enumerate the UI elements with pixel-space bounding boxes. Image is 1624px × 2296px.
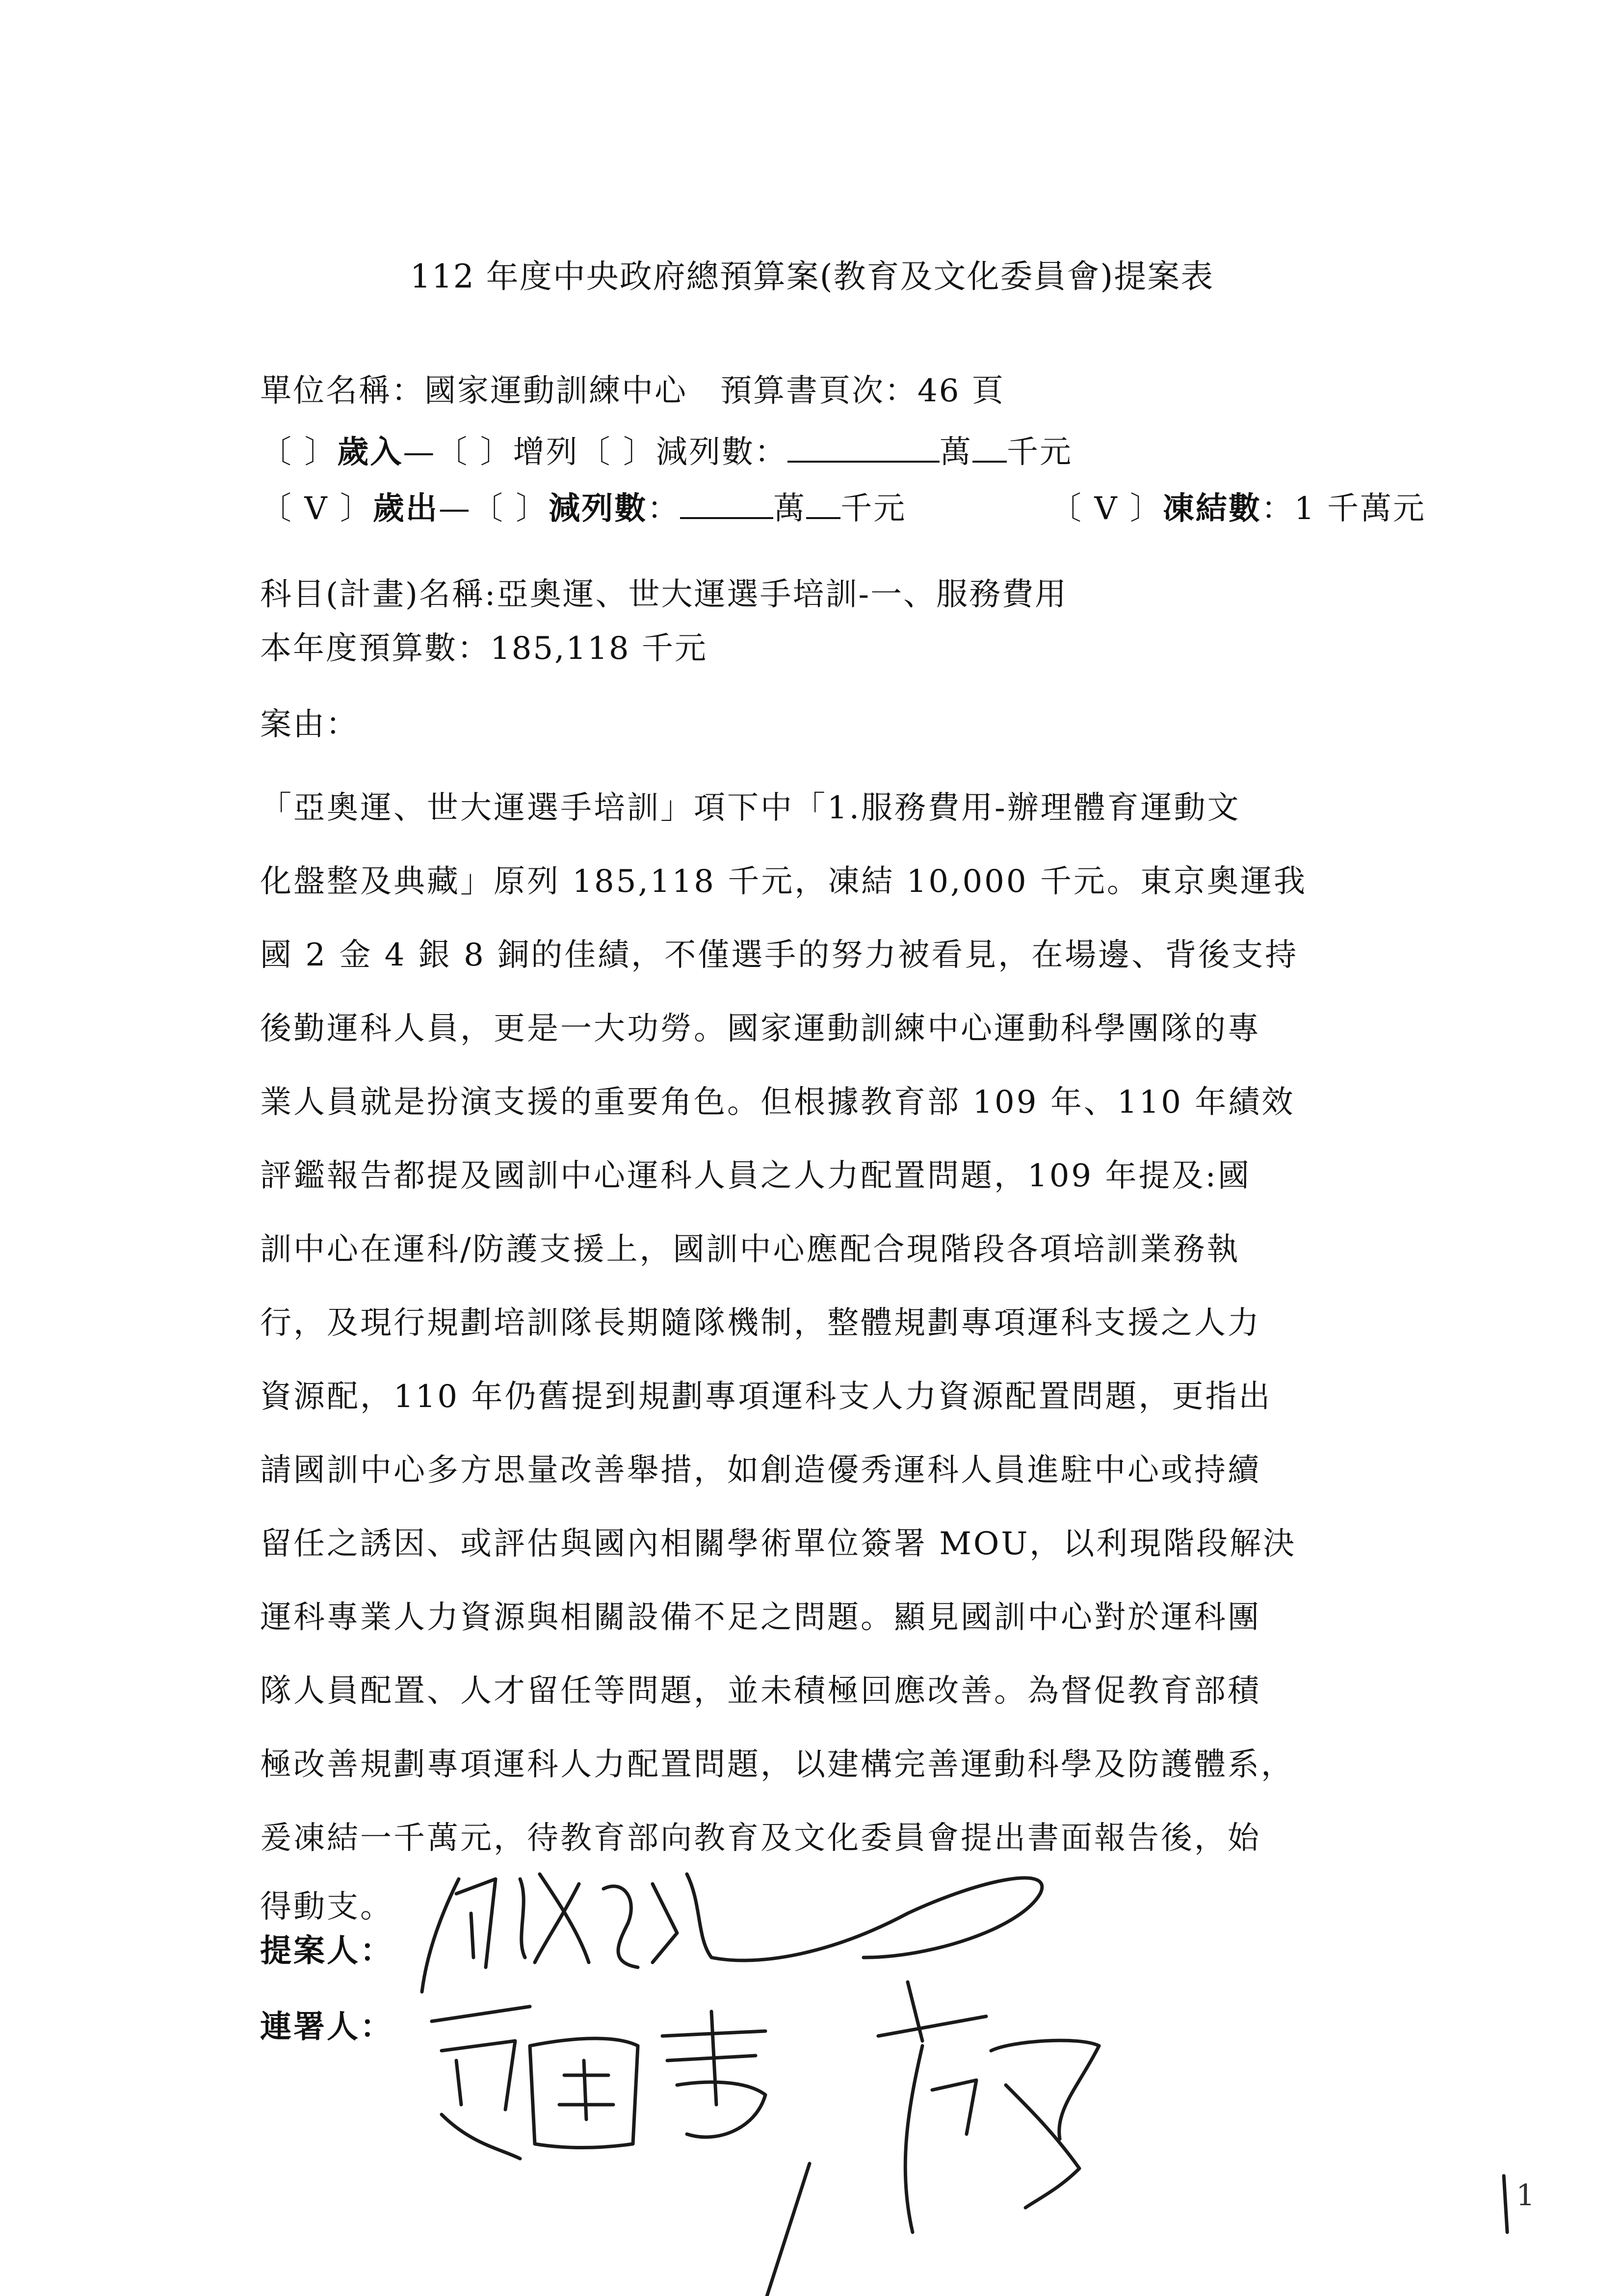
expenditure-wan: 萬 [773,491,807,527]
body-line: 請國訓中心多方思量改善舉措，如創造優秀運科人員進駐中心或持續 [260,1452,1261,1488]
expenditure-dash: —〔 〕 [438,491,549,527]
body-line: 極改善規劃專項運科人力配置問題，以建構完善運動科學及防護體系， [260,1747,1294,1783]
page-number: 1 [1516,2178,1535,2213]
freeze-checkbox: 〔 V 〕 [1050,491,1163,527]
expenditure-checkbox: 〔 V 〕 [260,491,373,527]
body-line: 後勤運科人員，更是一大功勞。國家運動訓練中心運動科學團隊的專 [260,1011,1261,1047]
body-line: 「亞奧運、世大運選手培訓」項下中「1.服務費用-辦理體育運動文 [260,790,1241,826]
body-line: 隊人員配置、人才留任等問題，並未積極回應改善。為督促教育部積 [260,1673,1261,1709]
body-line: 業人員就是扮演支援的重要角色。但根據教育部 109 年、110 年績效 [260,1084,1295,1121]
expenditure-cut-label: 減列數 [549,490,648,527]
cosigner-label: 連署人： [260,2009,393,2045]
proposer-label: 提案人： [260,1932,393,1969]
expenditure-colon: ： [647,491,681,527]
revenue-wan: 萬 [940,434,973,470]
page-title: 112 年度中央政府總預算案(教育及文化委員會)提案表 [410,258,1214,295]
proposer-signature [422,1874,1042,1992]
body-line: 運科專業人力資源與相關設備不足之問題。顯見國訓中心對於運科團 [260,1599,1261,1636]
body-line: 化盤整及典藏」原列 185,118 千元，凍結 10,000 千元。東京奧運我 [260,863,1307,900]
revenue-options: —〔 〕增列〔 〕減列數： [403,434,788,470]
cosigner-signature [878,1982,1099,2232]
body-line: 訓中心在運科/防護支援上，國訓中心應配合現階段各項培訓業務執 [260,1231,1240,1268]
unit-line: 單位名稱：國家運動訓練中心 預算書頁次：46 頁 [260,373,1005,409]
body-line: 得動支。 [260,1889,393,1925]
body-line: 行，及現行規劃培訓隊長期隨隊機制，整體規劃專項運科支援之人力 [260,1305,1261,1341]
body-line: 評鑑報告都提及國訓中心運科人員之人力配置問題，109 年提及:國 [260,1158,1252,1194]
body-line: 國 2 金 4 銀 8 銅的佳績，不僅選手的努力被看見，在場邊、背後支持 [260,937,1299,973]
reason-label: 案由： [260,706,359,743]
revenue-qian: 千元 [1007,434,1073,470]
body-line: 資源配，110 年仍舊提到規劃專項運科支人力資源配置問題，更指出 [260,1379,1272,1415]
freeze-label: 凍結數 [1162,490,1261,527]
page-mark-stroke [1504,2176,1507,2232]
body-line: 留任之誘因、或評估與國內相關學術單位簽署 MOU，以利現階段解決 [260,1526,1297,1562]
expenditure-qian: 千元 [840,491,907,527]
body-line: 爰凍結一千萬元，待教育部向教育及文化委員會提出書面報告後，始 [260,1820,1261,1856]
revenue-label: 歲入 [337,434,403,470]
expenditure-label: 歲出 [372,490,439,527]
budget-line: 本年度預算數：185,118 千元 [260,630,707,667]
revenue-checkbox: 〔 〕 [260,434,338,470]
freeze-value: ：1 千萬元 [1261,491,1426,527]
subject-line: 科目(計畫)名稱:亞奧運、世大運選手培訓-一、服務費用 [260,576,1068,613]
cosigner-signature [432,2007,810,2296]
